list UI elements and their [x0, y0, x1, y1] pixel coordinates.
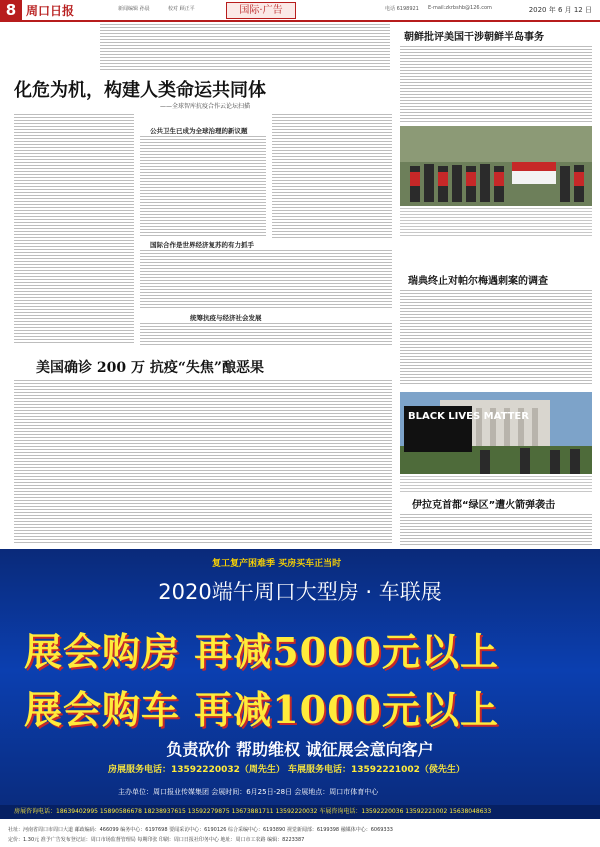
- phone-line: 电话 6198921: [385, 6, 419, 12]
- expo-advertisement: [0, 549, 600, 819]
- group-photo-caption: [400, 208, 592, 238]
- main-col-3: [272, 114, 392, 238]
- editor-line: 新闻编辑 孙晨: [118, 6, 150, 12]
- footer-line-1: 社址：河南省周口市周口大道 邮政编码：466099 编务中心：6197698 要闻采访中心：6190126 综合采编中心：6193890 视觉新闻部：6199398 融媒体中心：6069333: [8, 827, 393, 833]
- proof-line: 校对 顾正平: [168, 6, 195, 12]
- main-subtitle: ——全球智库抗疫合作云论坛扫描: [160, 103, 251, 110]
- masthead: [0, 0, 600, 22]
- ad-title: 2020端午周口大型房 · 车联展: [158, 580, 442, 604]
- ad-slogan: 负责砍价 帮助维权 诚征展会意向客户: [166, 740, 434, 759]
- iraq-headline: 伊拉克首都“绿区”遭火箭弹袭击: [412, 500, 556, 511]
- footer-line-2: 定价：1.30元 准予广告发布登记证：周口市场监督管理局 每期印张 印刷：周口日报社印务中心 地址：周口市工农路 编辑：8223387: [8, 837, 305, 843]
- protest-photo: [400, 392, 592, 474]
- protest-photo-image: [400, 392, 592, 474]
- ad-hotlines: 房展咨询电话：18639402995 15890586678 18238937615 13592279875 13673881711 13592220032 车展咨询电话：13592220036 13592221002 15638048633: [0, 805, 600, 819]
- korea-headline: 朝鲜批评美国干涉朝鲜半岛事务: [404, 32, 544, 43]
- us-headline: 美国确诊 200 万 抗疫“失焦”酿恶果: [36, 360, 264, 376]
- main-col-5: [140, 323, 392, 347]
- group-photo-image: [400, 126, 592, 206]
- main-col-2: [140, 136, 266, 238]
- protest-photo-caption: [400, 476, 592, 492]
- ad-service-phones: 房展服务电话：13592220032（周先生） 车展服务电话：13592221002（侯先生）: [108, 765, 465, 775]
- ad-car-offer: 展会购车 再减1000元以上: [24, 687, 499, 732]
- sweden-body: [400, 290, 592, 386]
- korea-body: [400, 46, 592, 122]
- email-line: E-mail:zkrbshb@126.com: [428, 5, 492, 11]
- page-footer: [0, 822, 600, 847]
- main-subhead-2: 国际合作是世界经济复苏的有力抓手: [150, 241, 254, 249]
- group-photo: [400, 126, 592, 206]
- ad-house-offer: 展会购房 再减5000元以上: [24, 629, 499, 674]
- protest-sign-text: BLACK LIVES MATTER: [408, 411, 529, 422]
- sweden-headline: 瑞典终止对帕尔梅遇刺案的调查: [408, 276, 548, 287]
- page-number: 8: [0, 0, 22, 20]
- main-headline: 化危为机，构建人类命运共同体: [14, 80, 266, 101]
- iraq-body: [400, 514, 592, 546]
- section-title: 国际·广告: [226, 2, 296, 19]
- main-col-4: [140, 250, 392, 310]
- ad-banner: 复工复产困难季 买房买车正当时: [212, 559, 342, 569]
- ad-event-info: 主办单位：周口报业传媒集团 会展时间：6月25日-28日 会展地点：周口市体育中心: [118, 788, 379, 796]
- main-col-1: [14, 114, 134, 344]
- us-body: [14, 380, 392, 544]
- main-subhead-1: 公共卫生已成为全球治理的新议题: [150, 127, 248, 135]
- main-lead-text: [100, 24, 390, 70]
- paper-logo: 周口日报: [26, 4, 75, 18]
- issue-date: 2020 年 6 月 12 日: [528, 6, 592, 14]
- main-subhead-3: 统筹抗疫与经济社会发展: [190, 314, 262, 322]
